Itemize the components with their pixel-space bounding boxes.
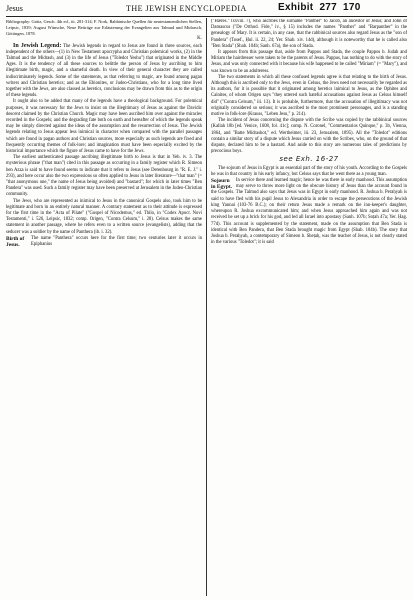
paragraph-3: The earliest authenticated passage ascribing illegitimate birth to Jesus is that in Yeb. iv. 3. The mysterious phrase ("that man") cited in this passage as occurring in a family register which R. Simeon ben Azza is said to have found seems to indicate that it refers to Jesus (see Derenbourg in "R. E. J." i. 293), and here occur also the two expressions so often applied to Jesus in later literature—"that man" (= "that anonymous one," the name of Jesus being avoided) and "bastard"; for which in later times "Ben Pandera" was used. Such a family register may have been preserved at Jerusalem in the Judeo-Christian community.	[6, 155, 202, 198]
column-separator	[206, 18, 207, 596]
paragraph-2: It ought also to be added that many of the legends have a theological background. For polemical purposes, it was necessary for the Jews to insist on the illegitimacy of Jesus as against the Davidic descent claimed by the Christian Church. Magic may have been ascribed him over against the miracles recorded in the Gospels; and the degrading fate both on earth and hereafter of which the legends speak may be simply directed against the ideas of the assumption and the resurrection of Jesus. The Jewish legends relating to Jesus appear less inimical in character when compared with the parallel passages which are found in pagan authors and Christian sources, more especially as such legends are fixed and frequently occurring themes of folk-lore; and imagination must have been especially excited by the historical importance which the figure of Jesus came to have for the Jews.	[6, 99, 202, 155]
page-number: 170	[343, 2, 361, 13]
sojourn-lead: The sojourn of Jesus in Egypt is an essential part of the story of his youth. According to the Gospels he was in that country in his early infancy, but Celsus says that he went there as a young man.	[211, 165, 407, 177]
header-rule	[6, 16, 407, 17]
paragraph-1: The Jewish legends in regard to Jesus are found in three sources, each independent of the others—(1) in New Testament apocrypha and Christian polemical works, (2) in the Talmud and the Midrash, and (3) in the life of Jesus ("Toledot Yeshu") that originated in the Middle Ages. It is the tendency of all these sources to belittle the person of Jesus by ascribing to him illegitimate birth, magic, and a shameful death. In view of their general character they are called indiscriminately legends. Some of the statements, as that referring to magic, are found among pagan writers and Christian heretics; and as the Ebionites, or Judeo-Christians, who for a long time lived together with the Jews, are also classed as heretics, conclusions may be drawn from this as to the origin of these legends.	[6, 43, 202, 99]
sojourn-section	[211, 178, 407, 246]
paragraph-4: The Jews, who are represented as inimical to Jesus in the canonical Gospels also, took him to be legitimate and born in an entirely natural manner. A contrary statement as to their attitude is expressed for the first time in the "Acta of Pilate" ("Gospel of Nicodemus," ed. Thilo, in "Codex Apocr. Novi Testamenti," i. 526, Leipsic, 1832; comp. Origen, "Contra Celsum," i. 28). Celsus makes the same statement in another passage, where he refers even to a written source (evangelists), adding that the seducer was a soldier by the name of Panthera (ib. i. 32).	[6, 198, 202, 235]
right-paragraph-4: The incident of Jesus concerning the dispute with the Scribe was copied by the rabbinical sources (Kallah 18b [ed. Venice, 1608, fol. 41c]; comp. N. Coronel, "Commentarios Quinque," p. 3b, Vienna, 1864, and "Batte Midrashot," ed. Wertheimer, iii. 23, Jerusalem, 1895). All the "Toledot" editions contain a similar story of a dispute which Jesus carried on with the Scribes, who, on the ground of that dispute, declared him to be a bastard. And aside to this story are numerous tales of predictions by precocious boys.	[211, 118, 407, 155]
birth-text: The name "Panthera" occurs here for the first time; two centuries later it occurs in Epiphanius	[31, 235, 202, 248]
birth-section	[6, 236, 202, 248]
right-column	[211, 19, 407, 598]
exhibit-stamp	[278, 1, 361, 15]
section-heading: In Jewish Legend:	[13, 42, 62, 49]
section-in-jewish-legend	[6, 43, 202, 100]
running-head-volume: Jesus	[6, 4, 23, 13]
sojourn-heading: Sojourn in Egypt.	[211, 178, 232, 191]
right-paragraph-2: It appears from this passage that, aside from Pappos and Stada, the couple Pappos b. Judah and Miriam the hairdresser were taken to be the parents of Jesus. Pappus, has nothing to do with the story of Jesus, and was only connected with it because his wife happened to be called "Miriam" (= "Mary"), and was known to be an adulteress.	[211, 50, 407, 74]
left-column	[6, 19, 202, 598]
right-paragraph-1: ("Hæres." lxxviii. 7), who ascribes the surname "Panther" to Jacob, an ancestor of Jesus; and John of Damascus ("De Orthod. Fide," iv., § 15) includes the names "Panther" and "Barpanther" in the genealogy of Mary. It is certain, in any case, that the rabbinical sources also regard Jesus as the "son of Pandera" (Tosef., Ḥul. ii. 22, 24; Yer. Shab. xiv. 14d), although it is noteworthy that he is called also "Ben Stada" (Shab. 104b; Sanh. 67a), the son of Stada.	[211, 19, 407, 49]
exhibit-label: Exhibit	[278, 2, 314, 13]
right-paragraph-3: The two statements in which all these confused legends agree is that relating to the birth of Jesus. Although this is ascribed only to the Jews, even in Celsus, the Jews need not necessarily be regarded as its authors, for it is possible that it originated among heretics inimical to Jesus, as the Ophites and Cainites, of whom Origen says "they uttered such hateful accusations against Jesus as Celsus himself did" ("Contra Celsum," iii. 13). It is probable, furthermore, that the accusation of illegitimacy was not originally considered so serious; it was ascribed to the most prominent personages, and is a standing motive in folk-lore (Krauss, "Leben Jesu," p. 214).	[211, 74, 407, 118]
running-head-title: THE JEWISH ENCYCLOPEDIA	[126, 4, 247, 13]
bibliography-signature: K.	[197, 36, 202, 42]
page-header	[6, 2, 407, 16]
handwritten-note	[211, 156, 407, 164]
handwritten-annotation: see Exh. 16-27	[279, 155, 339, 164]
bibliography: Bibliography: Grätz, Gesch. 4th ed., iii. 281-314; F. Nork, Rabbinische Quellen für neutestamentlichen Stellen, Leipsic, 1839; August Wünsche, Neue Beiträge zur Erläuterung der Evangelien aus Talmud und Midrasch, Göttingen, 1878.	[6, 19, 202, 36]
birth-heading: Birth of Jesus.	[6, 235, 25, 249]
sojourn-text: In service there and learned magic; hence he was there in early manhood. This assumption may serve to throw more light on the obscure history of Jesus than the account found in the Gospels. The Talmud also says that Jesus was in Egypt in early manhood. R. Joshua b. Peraḥyah is said to have fled with his pupil Jesus to Alexandria in order to escape the persecutions of the Jewish king Yannai (103-76 B.C.); on their return Jesus made a remark on the inn-keeper's daughter, whereupon R. Joshua excommunicated him; and when Jesus approached him again and was not received he set up a brick for his god, and led all Israel into apostasy (Sanh. 107b; Soṭah 47a; Yer. Ḥag. 77d). This account is supplemented by the statement, made on the assumption that Ben Stada is identical with Ben Pandera, that Ben Stada brought magic from Egypt (Shab. 104b). The story that Joshua b. Peraḥyah, a contemporary of Simeon b. Sheṭaḥ, was the teacher of Jesus, is not clearly stated in the various "Toledot"; it is said	[211, 178, 407, 246]
exhibit-number: 277	[319, 2, 338, 13]
